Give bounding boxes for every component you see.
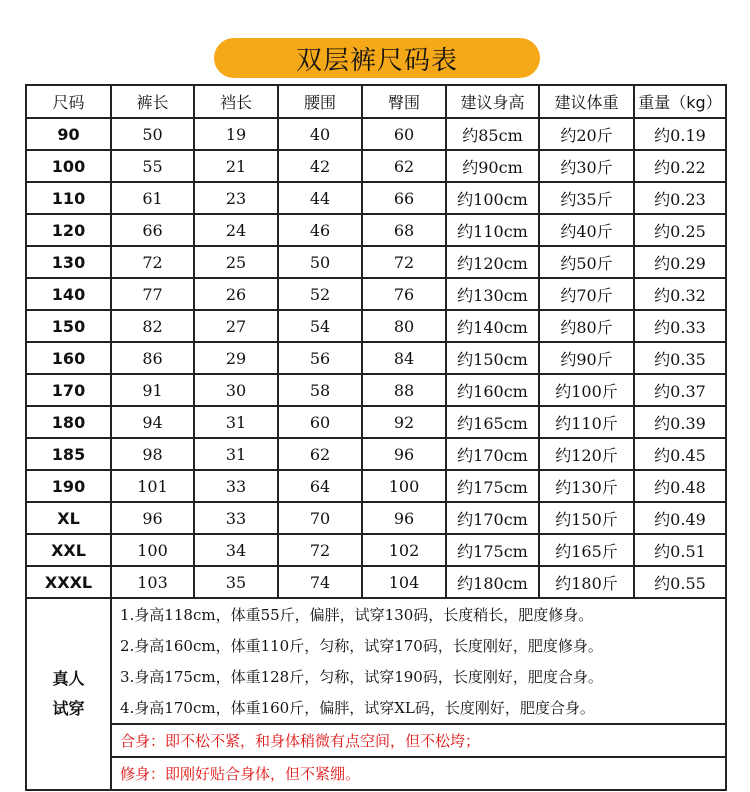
size-cell: 90: [26, 118, 111, 150]
table-row: [26, 566, 726, 598]
value-cell: 约40斤: [539, 214, 634, 246]
table-row: [26, 118, 726, 150]
value-cell: 26: [194, 278, 278, 310]
value-cell: 19: [194, 118, 278, 150]
value-cell: 91: [111, 374, 194, 406]
fit-definition: 修身：即刚好贴合身体，但不紧绷。: [111, 757, 726, 790]
value-cell: 100: [111, 534, 194, 566]
header-cell: 建议体重: [539, 85, 634, 118]
value-cell: 50: [111, 118, 194, 150]
value-cell: 96: [111, 502, 194, 534]
value-cell: 约120斤: [539, 438, 634, 470]
value-cell: 约175cm: [446, 534, 539, 566]
value-cell: 52: [278, 278, 362, 310]
value-cell: 约120cm: [446, 246, 539, 278]
value-cell: 约90cm: [446, 150, 539, 182]
title-banner: [214, 38, 540, 78]
value-cell: 约100cm: [446, 182, 539, 214]
value-cell: 96: [362, 502, 446, 534]
value-cell: 31: [194, 438, 278, 470]
value-cell: 约0.32: [634, 278, 726, 310]
value-cell: 约0.45: [634, 438, 726, 470]
header-cell: 裆长: [194, 85, 278, 118]
try-on-label: [26, 598, 111, 790]
table-row: [26, 150, 726, 182]
header-cell: 建议身高: [446, 85, 539, 118]
size-cell: 100: [26, 150, 111, 182]
value-cell: 约0.48: [634, 470, 726, 502]
value-cell: 31: [194, 406, 278, 438]
value-cell: 77: [111, 278, 194, 310]
value-cell: 101: [111, 470, 194, 502]
value-cell: 82: [111, 310, 194, 342]
value-cell: 约0.25: [634, 214, 726, 246]
value-cell: 42: [278, 150, 362, 182]
page-title: 双层裤尺码表: [295, 45, 458, 76]
value-cell: 40: [278, 118, 362, 150]
size-cell: 185: [26, 438, 111, 470]
definition-row: [26, 724, 726, 757]
value-cell: 约110斤: [539, 406, 634, 438]
table-row: [26, 246, 726, 278]
value-cell: 76: [362, 278, 446, 310]
value-cell: 68: [362, 214, 446, 246]
size-chart-body: [26, 85, 726, 790]
value-cell: 29: [194, 342, 278, 374]
value-cell: 66: [111, 214, 194, 246]
value-cell: 103: [111, 566, 194, 598]
value-cell: 74: [278, 566, 362, 598]
value-cell: 约20斤: [539, 118, 634, 150]
header-cell: 臀围: [362, 85, 446, 118]
table-row: [26, 406, 726, 438]
table-row: [26, 214, 726, 246]
value-cell: 70: [278, 502, 362, 534]
value-cell: 21: [194, 150, 278, 182]
value-cell: 约170cm: [446, 438, 539, 470]
value-cell: 61: [111, 182, 194, 214]
value-cell: 66: [362, 182, 446, 214]
value-cell: 104: [362, 566, 446, 598]
value-cell: 55: [111, 150, 194, 182]
value-cell: 约160cm: [446, 374, 539, 406]
value-cell: 72: [111, 246, 194, 278]
size-cell: 120: [26, 214, 111, 246]
table-row: [26, 374, 726, 406]
value-cell: 约0.39: [634, 406, 726, 438]
value-cell: 约0.35: [634, 342, 726, 374]
header-row: [26, 85, 726, 118]
try-on-label-line: 真人: [52, 669, 85, 688]
value-cell: 72: [362, 246, 446, 278]
value-cell: 约30斤: [539, 150, 634, 182]
size-cell: XL: [26, 502, 111, 534]
try-on-label-line: 试穿: [52, 699, 85, 718]
table-row: [26, 470, 726, 502]
value-cell: 33: [194, 470, 278, 502]
try-on-note: 3.身高175cm，体重128斤，匀称，试穿190码，长度刚好，肥度合身。: [111, 661, 726, 692]
table-row: [26, 342, 726, 374]
value-cell: 84: [362, 342, 446, 374]
value-cell: 46: [278, 214, 362, 246]
value-cell: 72: [278, 534, 362, 566]
value-cell: 54: [278, 310, 362, 342]
header-cell: 重量（kg）: [634, 85, 726, 118]
value-cell: 约165cm: [446, 406, 539, 438]
value-cell: 约35斤: [539, 182, 634, 214]
value-cell: 44: [278, 182, 362, 214]
value-cell: 约175cm: [446, 470, 539, 502]
value-cell: 58: [278, 374, 362, 406]
size-chart-table: [25, 84, 727, 791]
value-cell: 100: [362, 470, 446, 502]
value-cell: 约0.29: [634, 246, 726, 278]
value-cell: 约165斤: [539, 534, 634, 566]
size-cell: 170: [26, 374, 111, 406]
try-on-note: 4.身高170cm，体重160斤，偏胖，试穿XL码，长度刚好，肥度合身。: [111, 692, 726, 724]
value-cell: 约130斤: [539, 470, 634, 502]
value-cell: 34: [194, 534, 278, 566]
value-cell: 50: [278, 246, 362, 278]
value-cell: 23: [194, 182, 278, 214]
value-cell: 64: [278, 470, 362, 502]
fit-definition: 合身：即不松不紧，和身体稍微有点空间，但不松垮；: [111, 724, 726, 757]
try-on-row: [26, 692, 726, 724]
try-on-note: 1.身高118cm，体重55斤，偏胖，试穿130码，长度稍长，肥度修身。: [111, 598, 726, 630]
header-cell: 尺码: [26, 85, 111, 118]
value-cell: 约0.37: [634, 374, 726, 406]
table-row: [26, 534, 726, 566]
value-cell: 27: [194, 310, 278, 342]
value-cell: 30: [194, 374, 278, 406]
value-cell: 35: [194, 566, 278, 598]
size-cell: 190: [26, 470, 111, 502]
table-row: [26, 310, 726, 342]
value-cell: 88: [362, 374, 446, 406]
value-cell: 98: [111, 438, 194, 470]
value-cell: 约100斤: [539, 374, 634, 406]
value-cell: 约110cm: [446, 214, 539, 246]
value-cell: 约0.51: [634, 534, 726, 566]
try-on-note: 2.身高160cm，体重110斤，匀称，试穿170码，长度刚好，肥度修身。: [111, 630, 726, 661]
size-cell: 130: [26, 246, 111, 278]
size-cell: XXL: [26, 534, 111, 566]
value-cell: 24: [194, 214, 278, 246]
size-cell: 160: [26, 342, 111, 374]
header-cell: 裤长: [111, 85, 194, 118]
header-cell: 腰围: [278, 85, 362, 118]
value-cell: 25: [194, 246, 278, 278]
try-on-row: [26, 598, 726, 630]
value-cell: 约180cm: [446, 566, 539, 598]
definition-row: [26, 757, 726, 790]
value-cell: 约50斤: [539, 246, 634, 278]
size-cell: XXXL: [26, 566, 111, 598]
value-cell: 62: [278, 438, 362, 470]
value-cell: 约0.19: [634, 118, 726, 150]
value-cell: 约130cm: [446, 278, 539, 310]
value-cell: 约0.55: [634, 566, 726, 598]
value-cell: 约0.22: [634, 150, 726, 182]
value-cell: 约0.23: [634, 182, 726, 214]
try-on-row: [26, 630, 726, 661]
try-on-row: [26, 661, 726, 692]
table-row: [26, 182, 726, 214]
value-cell: 92: [362, 406, 446, 438]
value-cell: 62: [362, 150, 446, 182]
value-cell: 约150cm: [446, 342, 539, 374]
value-cell: 33: [194, 502, 278, 534]
value-cell: 96: [362, 438, 446, 470]
value-cell: 约0.49: [634, 502, 726, 534]
value-cell: 102: [362, 534, 446, 566]
size-cell: 150: [26, 310, 111, 342]
value-cell: 约150斤: [539, 502, 634, 534]
value-cell: 60: [278, 406, 362, 438]
value-cell: 约140cm: [446, 310, 539, 342]
value-cell: 约170cm: [446, 502, 539, 534]
value-cell: 约70斤: [539, 278, 634, 310]
table-row: [26, 438, 726, 470]
value-cell: 94: [111, 406, 194, 438]
size-cell: 110: [26, 182, 111, 214]
value-cell: 约90斤: [539, 342, 634, 374]
value-cell: 约85cm: [446, 118, 539, 150]
size-cell: 180: [26, 406, 111, 438]
value-cell: 86: [111, 342, 194, 374]
size-cell: 140: [26, 278, 111, 310]
value-cell: 约0.33: [634, 310, 726, 342]
value-cell: 60: [362, 118, 446, 150]
value-cell: 80: [362, 310, 446, 342]
value-cell: 约80斤: [539, 310, 634, 342]
value-cell: 约180斤: [539, 566, 634, 598]
value-cell: 56: [278, 342, 362, 374]
table-row: [26, 502, 726, 534]
table-row: [26, 278, 726, 310]
